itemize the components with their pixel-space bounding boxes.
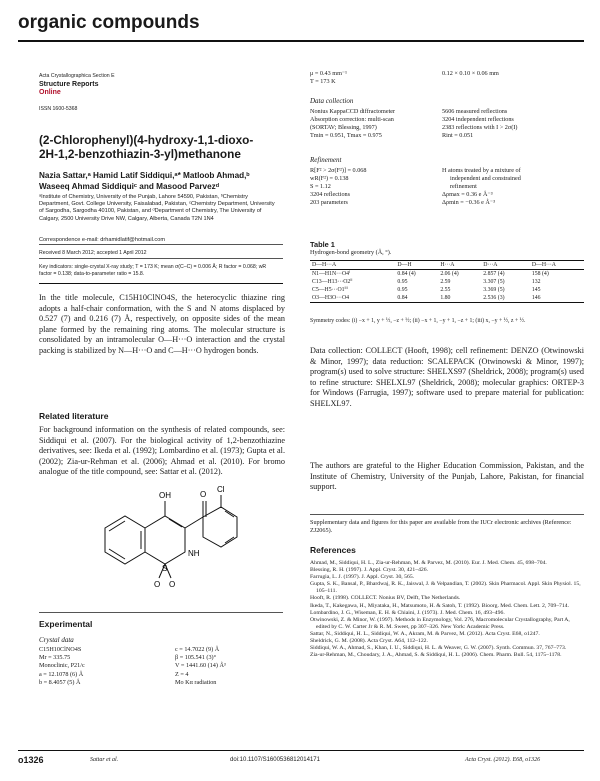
- table-cell: N1—H1N···O4ⁱ: [312, 271, 351, 277]
- symmetry-codes: Symmetry codes: (i) −x + 1, y + ½, −z + ½; (ii) −x + 1, −y + 1, −z + 1; (iii) x, −y + ½, z + ½.: [310, 318, 526, 324]
- footer-doi: doi:10.1107/S1600536812014171: [230, 757, 320, 763]
- table-cell: C13—H13···O2ⁱⁱ: [312, 279, 353, 285]
- refinement-right: [442, 167, 584, 207]
- section-name: Structure Reports: [39, 81, 99, 88]
- journal-section-title: organic compounds: [18, 12, 200, 33]
- author-list: [39, 171, 279, 193]
- ref-line: independent and constrained: [450, 175, 521, 182]
- abstract: In the title molecule, C15H10ClNO4S, the heterocyclic thiazine ring adopts a half-chair conformation, with the S and N atoms displaced by 0.527 (7) and 0.216 (7) Å, respectively, on opposite sides of the mean plane formed by the remaining ring atoms. The molecular structure is consolidated by an intramolecular O—H···O interaction and the crystal packing is stabilized by N—H···O and C—H···O hydrogen bonds.: [39, 293, 285, 355]
- ref-line: Δρmin = −0.36 e Å⁻³: [442, 199, 496, 206]
- crystal-data-left: [39, 646, 159, 687]
- mu-temperature: [310, 70, 430, 86]
- correspondence-email: Correspondence e-mail: drhamidlatif@hotmail.com: [39, 237, 165, 243]
- paper-title: [39, 133, 279, 161]
- crystal-volume: V = 1441.60 (14) Å³: [175, 662, 226, 670]
- table-header: D—H···A: [531, 262, 556, 268]
- table-cell: 146: [531, 295, 541, 301]
- reference-item: Hooft, R. (1998). COLLECT. Nonius BV, Delft, The Netherlands.: [310, 595, 461, 602]
- rule: [39, 244, 283, 245]
- table-cell: 145: [531, 287, 541, 293]
- scheme-nh: NH: [188, 549, 200, 558]
- footer-citation: Acta Cryst. (2012). E68, o1326: [465, 757, 541, 763]
- rule: [39, 283, 283, 284]
- reference-item: Sattar, N., Siddiqui, H. L., Siddiqui, W. A., Akram, M. & Parvez, M. (2012). Acta Cryst. E68, o1247.: [310, 630, 540, 637]
- data-collection-right: [442, 108, 584, 140]
- ref-line: Δρmax = 0.36 e Å⁻³: [442, 191, 493, 198]
- crystal-beta: β = 105.541 (3)°: [175, 654, 217, 662]
- reference-item: Sheldrick, G. M. (2008). Acta Cryst. A64, 112–122.: [310, 638, 428, 645]
- data-processing-text: Data collection: COLLECT (Hooft, 1998); cell refinement: DENZO (Otwinowski & Minor, 1997); data reduction: SCALEPACK (Otwinowski & Minor, 1997); program(s) used to solve structure: SHELXS97 (Sheldrick, 2008); program(s) used to refine structure: SHELXL97 (Sheldrick, 2008); molecular graphics: ORTEP-3 for Windows (Farrugia, 1997); software used to prepare material for publication: SHELXL97.: [310, 346, 584, 408]
- table-caption: Hydrogen-bond geometry (Å, °).: [310, 249, 392, 256]
- crystal-mr: Mr = 335.75: [39, 654, 71, 662]
- ref-line: R[F² > 2σ(F²)] = 0.068: [310, 167, 367, 174]
- table-header: D···A: [483, 262, 498, 268]
- table-row: [310, 294, 584, 303]
- table-header-row: [310, 261, 584, 270]
- crystal-system: Monoclinic, P21/c: [39, 662, 85, 670]
- reference-item: Gupta, S. K., Bansal, P., Bhardwaj, R. K., Jaiswal, J. & Velpandian, T. (2002). Skin Pharmacol. Appl. Skin Physiol. 15, 105–111.: [310, 581, 581, 595]
- dc-line: Nonius KappaCCD diffractometer: [310, 108, 396, 115]
- ref-line: wR(F²) = 0.138: [310, 175, 349, 182]
- dc-line: Absorption correction: multi-scan: [310, 116, 394, 123]
- scheme-oh: OH: [159, 491, 171, 500]
- reference-item: Ikeda, T., Kakegawa, H., Miyataka, H., Matsumoto, H. & Satoh, T. (1992). Bioorg. Med. Chem. Lett. 2, 709–714.: [310, 602, 570, 609]
- issn: ISSN 1600-5368: [39, 106, 78, 112]
- ref-line: H atoms treated by a mixture of: [442, 167, 521, 174]
- table-header: D—H: [397, 262, 412, 268]
- dc-line: (SORTAV; Blessing, 1997): [310, 124, 377, 131]
- scheme-ketone-o: O: [200, 490, 207, 499]
- table-cell: 2.536 (3): [483, 295, 505, 301]
- reference-item: Farrugia, L. J. (1997). J. Appl. Cryst. 30, 565.: [310, 574, 415, 581]
- journal-name: Acta Crystallographica Section E: [39, 73, 115, 79]
- table-cell: C5—H5···O1ⁱⁱⁱ: [312, 287, 348, 293]
- table-cell: 0.95: [397, 287, 408, 293]
- crystal-size: [442, 70, 582, 78]
- reference-item: Zia-ur-Rehman, M., Choudary, J. A., Ahmad, S. & Siddiqui, H. L. (2006). Chem. Pharm. Bull. 54, 1175–1178.: [310, 652, 562, 659]
- key-indicators: Key indicators: single-crystal X-ray study; T = 173 K; mean σ(C–C) = 0.006 Å; R factor = 0.068; wR factor = 0.138; data-to-parameter ratio = 15.8.: [39, 264, 267, 277]
- reference-list: [310, 560, 584, 659]
- title-line-2: 2H-1,2-benzothiazin-3-yl)methanone: [39, 147, 241, 162]
- scheme-s: S: [162, 564, 168, 573]
- footer-rule: [18, 750, 584, 751]
- crystal-b: b = 8.4057 (5) Å: [39, 678, 81, 686]
- references-heading: References: [310, 545, 356, 555]
- footer-author: Sattar et al.: [90, 757, 119, 763]
- table-row: [310, 270, 584, 279]
- table-cell: 3.307 (5): [483, 279, 505, 285]
- crystal-formula: C15H10ClNO4S: [39, 646, 82, 653]
- table-row: [310, 278, 584, 286]
- table-cell: 0.95: [397, 279, 408, 285]
- table-cell: 132: [531, 279, 541, 285]
- table-cell: O3—H3O···O4: [312, 295, 350, 301]
- table-header: D—H···A: [312, 262, 337, 268]
- related-literature-text: For background information on the synthesis of related compounds, see: Siddiqui et al. (2007). For the biological activity of 1,2-benzothiazine derivatives, see: Ikeda et al. (1992); Lombardino et al. (1973); Gupta et al. (2002); Zia-ur-Rehman et al. (2006); Ahmad et al. (2010). For bromo analogue of the title compound, see: Sattar et al. (2012).: [39, 425, 285, 477]
- authors-line-2: Waseeq Ahmad Siddiquiᶜ and Masood Parvezᵈ: [39, 181, 219, 191]
- refinement-left: [310, 167, 435, 207]
- page-number: o1326: [18, 755, 44, 765]
- table-cell: 0.84: [397, 295, 408, 301]
- crystal-a: a = 12.1078 (6) Å: [39, 670, 84, 678]
- reference-item: Siddiqui, W. A., Ahmad, S., Khan, I. U., Siddiqui, H. L. & Weaver, G. W. (2007). Synth. Commun. 37, 767–773.: [310, 645, 567, 652]
- dc-line: 5606 measured reflections: [442, 108, 508, 115]
- dc-line: Tmin = 0.951, Tmax = 0.975: [310, 132, 382, 139]
- table-cell: 158 (4): [531, 271, 549, 277]
- related-literature-heading: Related literature: [39, 411, 109, 421]
- dc-line: Rint = 0.051: [442, 132, 474, 139]
- data-collection-left: [310, 108, 435, 140]
- temperature-value: T = 173 K: [310, 78, 336, 85]
- ref-line: refinement: [450, 183, 477, 190]
- rule: [310, 514, 584, 515]
- header-rule: [18, 40, 584, 42]
- rule: [39, 258, 283, 259]
- dc-line: 3204 independent reflections: [442, 116, 514, 123]
- crystal-size-value: 0.12 × 0.10 × 0.06 mm: [442, 70, 499, 77]
- reference-item: Blessing, R. H. (1997). J. Appl. Cryst. 30, 421–426.: [310, 567, 429, 574]
- ref-line: 203 parameters: [310, 199, 348, 206]
- supplementary-note: Supplementary data and figures for this paper are available from the IUCr electronic archives (Reference: ZJ2065).: [310, 519, 572, 534]
- authors-line-1: Nazia Sattar,ᵃ Hamid Latif Siddiqui,ᵃ* Matloob Ahmad,ᵇ: [39, 171, 250, 180]
- table-cell: 0.84 (4): [397, 271, 416, 277]
- experimental-heading: Experimental: [39, 619, 93, 629]
- crystal-radiation: Mo Kα radiation: [175, 678, 217, 686]
- table-header: H···A: [440, 262, 455, 268]
- crystal-data-heading: Crystal data: [39, 636, 74, 644]
- table-cell: 3.369 (5): [483, 287, 505, 293]
- chemical-scheme: [85, 483, 245, 603]
- table-row: [310, 286, 584, 294]
- scheme-o1: O: [154, 580, 161, 589]
- reference-item: Otwinowski, Z. & Minor, W. (1997). Methods in Enzymology, Vol. 276, Macromolecular Crystallography, Part A, edited by C. W. Carter Jr & R. M. Sweet, pp 307–326. New York: Academic Press.: [310, 616, 570, 630]
- crystal-c: c = 14.7022 (9) Å: [175, 646, 220, 653]
- reference-item: Ahmad, M., Siddiqui, H. L., Zia-ur-Rehman, M. & Parvez, M. (2010). Eur. J. Med. Chem. 45, 698–704.: [310, 560, 547, 566]
- data-collection-heading: Data collection: [310, 97, 354, 105]
- received-dates: Received 8 March 2012; accepted 1 April 2012: [39, 250, 147, 256]
- table-cell: 2.857 (4): [483, 271, 505, 277]
- scheme-o2: O: [169, 580, 176, 589]
- crystal-z: Z = 4: [175, 670, 189, 678]
- scheme-cl: Cl: [217, 485, 225, 494]
- mu-value: μ = 0.43 mm⁻¹: [310, 70, 348, 77]
- rule: [39, 612, 283, 613]
- ref-line: S = 1.12: [310, 183, 331, 190]
- table-cell: 2.55: [440, 287, 451, 293]
- ref-line: 3204 reflections: [310, 191, 351, 198]
- title-line-1: (2-Chlorophenyl)(4-hydroxy-1,1-dioxo-: [39, 133, 254, 147]
- hydrogen-bond-table: [310, 260, 584, 303]
- table-title: Table 1: [310, 240, 335, 249]
- refinement-heading: Refinement: [310, 156, 342, 164]
- crystal-data-right: [175, 646, 285, 687]
- acknowledgements: The authors are grateful to the Higher Education Commission, Pakistan, and the Institute of Chemistry, University of the Punjab, Lahore, Pakistan, for financial support.: [310, 461, 584, 492]
- table-cell: 2.06 (4): [440, 271, 459, 277]
- section-sub: Online: [39, 89, 61, 96]
- reference-item: Lombardino, J. G., Wiseman, E. H. & Chiaini, J. (1973). J. Med. Chem. 16, 493–496.: [310, 609, 505, 616]
- dc-line: 2383 reflections with I > 2σ(I): [442, 124, 518, 131]
- table-cell: 2.59: [440, 279, 451, 285]
- table-cell: 1.80: [440, 295, 451, 301]
- affiliations: ᵃInstitute of Chemistry, University of the Punjab, Lahore 54590, Pakistan, ᵇChemistry Department, Govt. College University, Faisalabad, Pakistan, ᶜChemistry Department, University of Sargodha, Sargodha 40100, Pakistan, and ᵈDepartment of Chemistry, The University of Calgary, 2500 University Drive NW, Calgary, Alberta, Canada T2N 1N4: [39, 194, 275, 222]
